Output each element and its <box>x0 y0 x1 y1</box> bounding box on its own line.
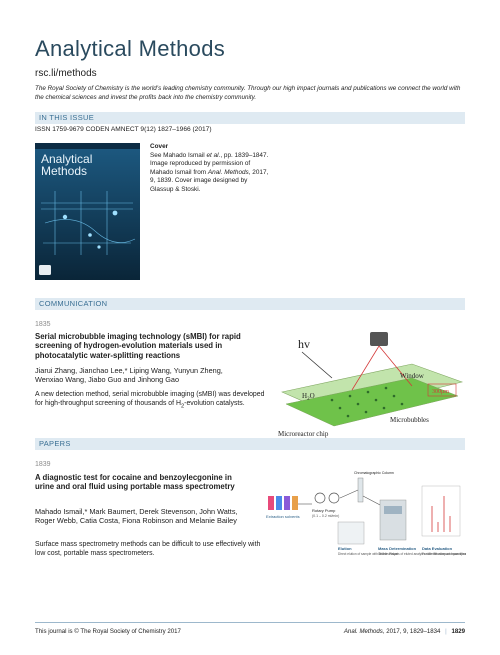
hv-label: hv <box>298 337 310 351</box>
cover-description <box>150 143 270 195</box>
paper-page-number[interactable]: 1839 <box>35 461 51 468</box>
column-label: Chromatographic Column <box>354 471 394 475</box>
chromatographic-column <box>358 478 363 502</box>
cover-see-reference: See Mahado Ismail et al., pp. 1839–1847. <box>150 151 269 159</box>
footer-copyright: This journal is © The Royal Society of Chemistry 2017 <box>35 628 181 635</box>
journal-title: Analytical Methods <box>35 36 226 61</box>
data-evaluation-description: For identification and quantifica <box>422 552 466 556</box>
cover-credit: Image reproduced by permission of Mahado Ismail from Anal. Methods, 2017, 9, 1839. Cover image designed by Glassup & Stoski. <box>150 160 269 193</box>
journal-website[interactable]: rsc.li/methods <box>35 68 97 79</box>
data-evaluation-label: Data Evaluation <box>422 546 453 551</box>
cover-heading: Cover <box>150 143 169 150</box>
page-number: 1829 <box>451 628 465 635</box>
rsc-blurb: The Royal Society of Chemistry is the world’s leading chemistry community. Through our high impact journals and publications we connect the world with the chemical sciences and invest the profits back into the chemistry community. <box>35 85 461 101</box>
rsc-logo-icon <box>39 265 51 275</box>
rotary-pump <box>315 493 339 503</box>
footer-rule <box>35 622 465 623</box>
paper-authors: Mahado Ismail,* Mark Baumert, Derek Stevenson, John Watts, Roger Webb, Catia Costa, Fiona Robinson and Melanie Bailey <box>35 507 238 526</box>
scale-label: 300μm <box>432 389 449 395</box>
extraction-label: Extraction solvents <box>266 514 300 519</box>
section-header-in-this-issue: IN THIS ISSUE <box>35 112 465 124</box>
cover-image[interactable] <box>35 143 140 280</box>
rotary-pump-label: Rotary Pump <box>312 508 336 513</box>
section-header-papers: PAPERS <box>35 438 465 450</box>
communication-title[interactable]: Serial microbubble imaging technology (sMBI) for rapid screening of hydrogen-evolution materials used in photocatalytic water-splitting reactions <box>35 332 241 360</box>
mass-determination-description: Online analysis of eluted analytes with the compact mass spe <box>378 552 465 556</box>
microbubbles-label: Microbubbles <box>390 416 429 424</box>
issn-line: ISSN 1759-9679 CODEN AMNECT 9(12) 1827–1966 (2017) <box>35 126 212 133</box>
flow-rate-label: (0.1 – 0.2 ml/min) <box>312 514 340 518</box>
footer-citation: Anal. Methods, 2017, 9, 1829–1834 | 1829 <box>343 628 465 635</box>
cover-title-line2: Methods <box>41 164 88 178</box>
cover-title-line1: Analytical <box>41 152 93 166</box>
communication-authors: Jiarui Zhang, Jianchao Lee,* Liping Wang, Yunyun Zheng, Wenxiao Wang, Jiabo Guo and Jinhong Gao <box>35 366 223 385</box>
paper-summary: Surface mass spectrometry methods can be difficult to use effectively with low cost, portable mass spectrometers. <box>35 541 261 557</box>
chip-label: Microreactor chip <box>278 430 329 438</box>
light-arrow <box>302 352 332 378</box>
paper-title[interactable]: A diagnostic test for cocaine and benzoylecgonine in urine and oral fluid using portable mass spectrometry <box>35 473 235 492</box>
window-label: Window <box>400 372 424 380</box>
camera-icon <box>370 332 388 346</box>
elution-photo <box>338 522 364 544</box>
h2o-label: $H_2O$ <box>302 392 315 402</box>
communication-page-number[interactable]: 1835 <box>35 321 51 328</box>
communication-graphical-abstract[interactable] <box>272 322 472 445</box>
mass-determination-label: Mass Determination <box>378 546 417 551</box>
spectrum-panel <box>422 486 460 536</box>
paper-graphical-abstract[interactable] <box>262 466 466 581</box>
communication-summary: A new detection method, serial microbubble imaging (sMBI) was developed for high-throughput screening of thousands of $H_2$-evolution catalysts. <box>35 391 265 410</box>
elution-description: Direct elution of sample with Mobile Phase <box>338 552 399 556</box>
section-header-communication: COMMUNICATION <box>35 298 465 310</box>
elution-label: Elution <box>338 546 352 551</box>
solvent-bottles <box>268 496 298 510</box>
cover-art <box>35 143 140 280</box>
